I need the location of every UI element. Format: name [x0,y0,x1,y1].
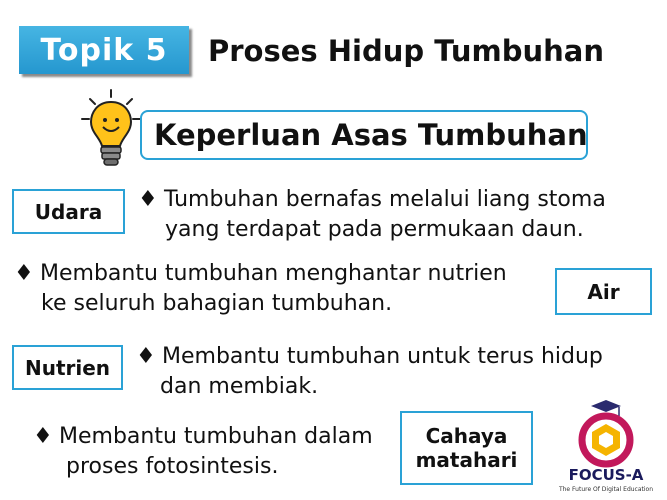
bullet-marker: ♦ [136,344,156,369]
focus-a-logo [556,398,656,498]
logo-name: FOCUS-A [568,466,644,484]
keyword-box-cahaya-matahari [400,411,533,485]
bullet-line: Membantu tumbuhan untuk terus hidup [162,344,603,369]
bullet-marker: ♦ [33,424,53,449]
bullet-line: Membantu tumbuhan dalam [59,424,373,449]
section-heading [140,110,588,160]
keyword-box-air: Air [555,268,652,315]
logo-tagline: The Future Of Digital Education [558,486,654,493]
bullet-marker: ♦ [138,187,158,212]
bullet-line: proses fotosintesis. [66,454,279,479]
keyword-line: Cahaya [425,424,508,448]
bullet-line: ke seluruh bahagian tumbuhan. [41,291,393,316]
lightbulb-icon [78,86,144,172]
bullet-line: Membantu tumbuhan menghantar nutrien [40,261,507,286]
bullet-air [14,259,507,319]
keyword-box-udara: Udara [12,189,125,234]
section-heading-text: Keperluan Asas Tumbuhan [154,118,588,152]
bullet-cahaya-matahari [33,422,373,482]
bullet-line: dan membiak. [160,374,319,399]
bullet-marker: ♦ [14,261,34,286]
topic-badge: Topik 5 [19,26,189,74]
page-title: Proses Hidup Tumbuhan [208,34,604,68]
bullet-udara [138,185,606,245]
keyword-line: matahari [415,448,518,472]
logo-emblem-icon [556,398,656,468]
bullet-line: Tumbuhan bernafas melalui liang stoma [164,187,606,212]
bullet-nutrien [136,342,603,402]
keyword-box-nutrien: Nutrien [12,345,123,390]
bullet-line: yang terdapat pada permukaan daun. [165,217,584,242]
